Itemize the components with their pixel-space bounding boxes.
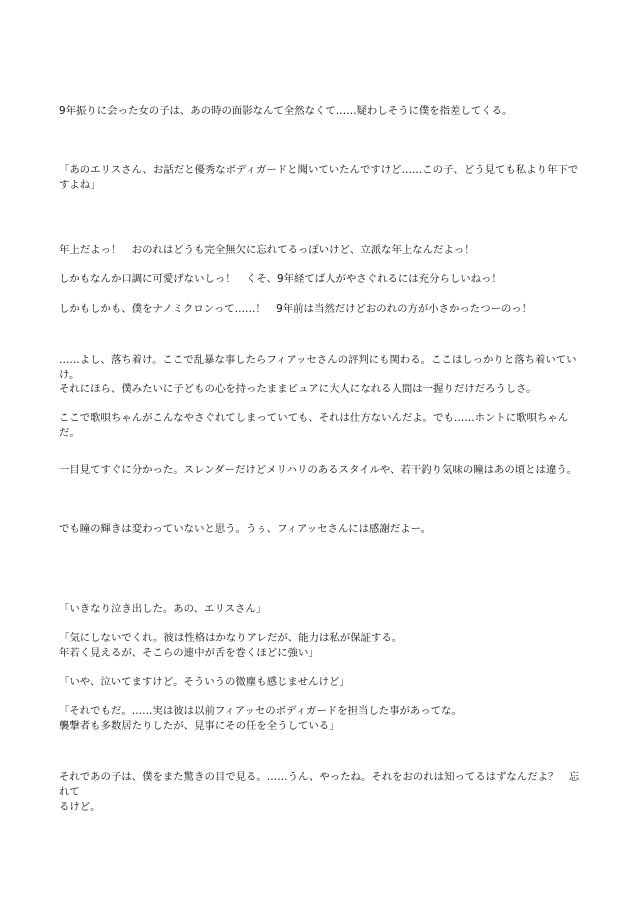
narration-paragraph: 一目見てすぐに分かった。スレンダーだけどメリハリのあるスタイルや、若干釣り気味の瞳はあの頃とは違う。 [59,464,578,476]
narration-paragraph: 9年振りに会った女の子は、あの時の面影なんて全然なくて……疑わしそうに僕を指差してくる。 [59,105,513,117]
dialogue-paragraph: 「いや、泣いてますけど。そういうの微塵も感じませんけど」 [59,676,350,688]
narration-paragraph: ここで歌唄ちゃんがこんなやさぐれてしまっていても、それは仕方ないんだよ。でも……ホントに歌唄ちゃんだ。 [59,412,569,439]
narration-paragraph: 年上だよっ！ おのれはどうも完全無欠に忘れてるっぽいけど、立派な年上なんだよっ！ [59,244,475,256]
dialogue-paragraph: 「あのエリスさん、お話だと優秀なボディガードと聞いていたんですけど……この子、どう見ても私より年下ですよね」 [59,164,579,191]
narration-paragraph: でも瞳の輝きは変わっていないと思う。うぅ、フィアッセさんには感謝だよー。 [59,523,431,535]
dialogue-paragraph: 「いきなり泣き出した。あの、エリスさん」 [59,603,267,615]
narration-paragraph: それであの子は、僕をまた驚きの目で見る。……うん、やったね。それをおのれは知ってるはずなんだよ？ 忘れて るけど。 [59,771,580,813]
narration-paragraph: それにほら、僕みたいに子どもの心を持ったままピュアに大人になれる人間は一握りだけだろうしさ。 [59,383,537,395]
narration-paragraph: ……よし、落ち着け。ここで乱暴な事したらフィアッセさんの評判にも関わる。ここはしっかりと落ち着いていけ。 [59,354,577,381]
dialogue-paragraph: 「気にしないでくれ。彼は性格はかなりアレだが、能力は私が保証する。 年若く見えるが、そこらの連中が舌を巻くほどに強い」 [59,632,403,659]
dialogue-paragraph: 「それでもだ。……実は彼は以前フィアッセのボディガードを担当した事があってな。 襲撃者も多数居たりしたが、見事にその任を全うしている」 [59,705,462,732]
narration-paragraph: しかもなんか口調に可愛げないしっ！ くそ、9年経てば人がやさぐれるには充分らしいねっ！ [59,273,502,285]
narration-paragraph: しかもしかも、僕をナノミクロンって……！ 9年前は当然だけどおのれの方が小さかったつーのっ！ [59,303,533,315]
